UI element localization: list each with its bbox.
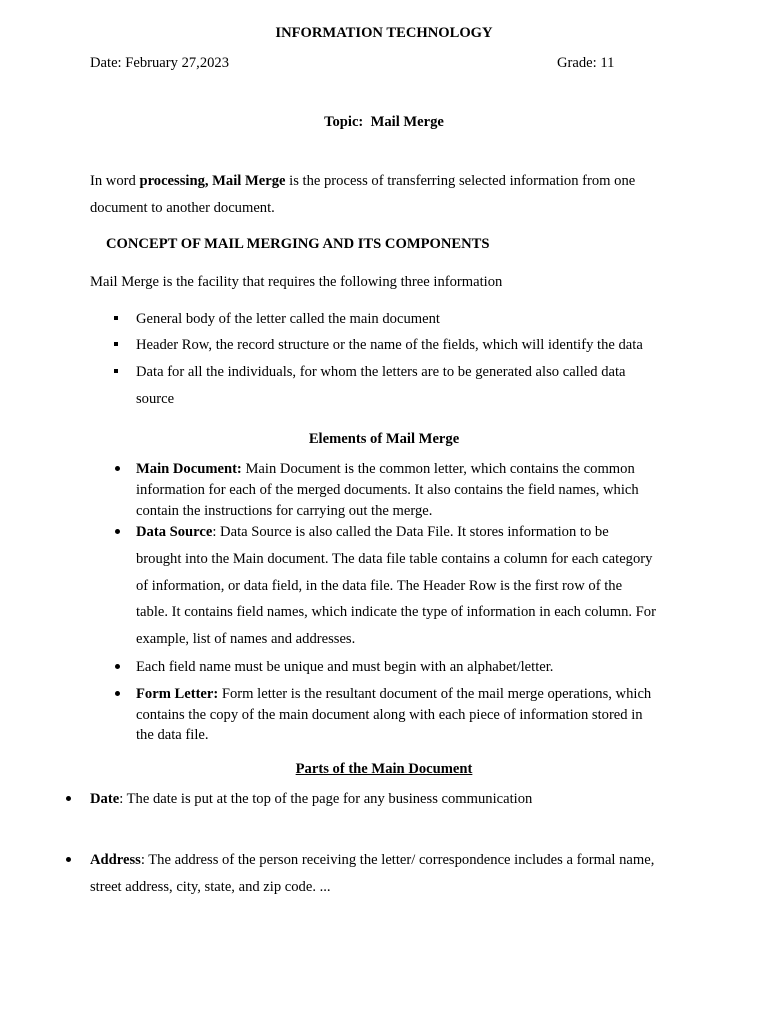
main-document-line-2: information for each of the merged documents. It also contains the field names, which — [136, 482, 639, 498]
parts-address-line-1 — [90, 853, 654, 868]
round-bullet-icon — [66, 796, 71, 801]
parts-date-text: : The date is put at the top of the page for any business communication — [119, 791, 533, 807]
data-source-term: Data Source — [136, 524, 213, 540]
topic-value: Mail Merge — [370, 114, 444, 130]
concept-item-3: Data for all the individuals, for whom the letters are to be generated also called data — [136, 364, 626, 380]
topic-line — [0, 115, 768, 130]
parts-heading: Parts of the Main Document — [295, 761, 473, 777]
intro-text-rest: is the process of transferring selected information from one — [285, 173, 636, 189]
intro-bold-text: processing, Mail Merge — [139, 173, 286, 189]
data-source-line-1 — [136, 525, 609, 540]
square-bullet-icon — [114, 369, 118, 373]
concept-item-3-line-2: source — [136, 391, 175, 407]
intro-line-1 — [90, 174, 635, 189]
intro-line-2: document to another document. — [90, 200, 275, 216]
topic-label: Topic: — [324, 114, 364, 130]
form-letter-term: Form Letter: — [136, 686, 219, 702]
concept-lead: Mail Merge is the facility that requires the following three information — [90, 274, 503, 290]
data-source-line-5: example, list of names and addresses. — [136, 631, 356, 647]
document-grade: Grade: 11 — [557, 55, 615, 71]
square-bullet-icon — [114, 342, 118, 346]
concept-item-2: Header Row, the record structure or the name of the fields, which will identify the data — [136, 337, 643, 353]
form-letter-line-2: contains the copy of the main document along with each piece of information stored in — [136, 707, 643, 723]
concept-item-1: General body of the letter called the main document — [136, 311, 440, 327]
field-name-rule: Each field name must be unique and must begin with an alphabet/letter. — [136, 659, 554, 675]
round-bullet-icon — [115, 529, 120, 534]
round-bullet-icon — [115, 466, 120, 471]
form-letter-line-1 — [136, 687, 651, 702]
data-source-text: : Data Source is also called the Data File. It stores information to be — [212, 524, 609, 540]
parts-date-term: Date — [90, 791, 120, 807]
round-bullet-icon — [115, 664, 120, 669]
main-document-text: Main Document is the common letter, which contains the common — [241, 461, 635, 477]
form-letter-line-3: the data file. — [136, 727, 209, 743]
data-source-line-2: brought into the Main document. The data file table contains a column for each category — [136, 551, 653, 567]
main-document-line-1 — [136, 462, 635, 477]
parts-address-line-2: street address, city, state, and zip code. ... — [90, 879, 331, 895]
concept-heading: CONCEPT OF MAIL MERGING AND ITS COMPONENTS — [106, 236, 490, 252]
parts-date-line — [90, 792, 532, 807]
document-date: Date: February 27,2023 — [90, 55, 230, 71]
document-title: INFORMATION TECHNOLOGY — [275, 25, 493, 41]
data-source-line-4: table. It contains field names, which indicate the type of information in each column. For — [136, 604, 656, 620]
elements-heading: Elements of Mail Merge — [308, 431, 460, 447]
parts-address-term: Address — [90, 852, 141, 868]
round-bullet-icon — [66, 857, 71, 862]
round-bullet-icon — [115, 691, 120, 696]
square-bullet-icon — [114, 316, 118, 320]
data-source-line-3: of information, or data field, in the data file. The Header Row is the first row of the — [136, 578, 623, 594]
main-document-term: Main Document: — [136, 461, 242, 477]
form-letter-text: Form letter is the resultant document of the mail merge operations, which — [218, 686, 652, 702]
parts-address-text: : The address of the person receiving the letter/ correspondence includes a formal name, — [140, 852, 655, 868]
intro-text-start: In word — [90, 173, 140, 189]
main-document-line-3: contain the instructions for carrying out the merge. — [136, 503, 433, 519]
